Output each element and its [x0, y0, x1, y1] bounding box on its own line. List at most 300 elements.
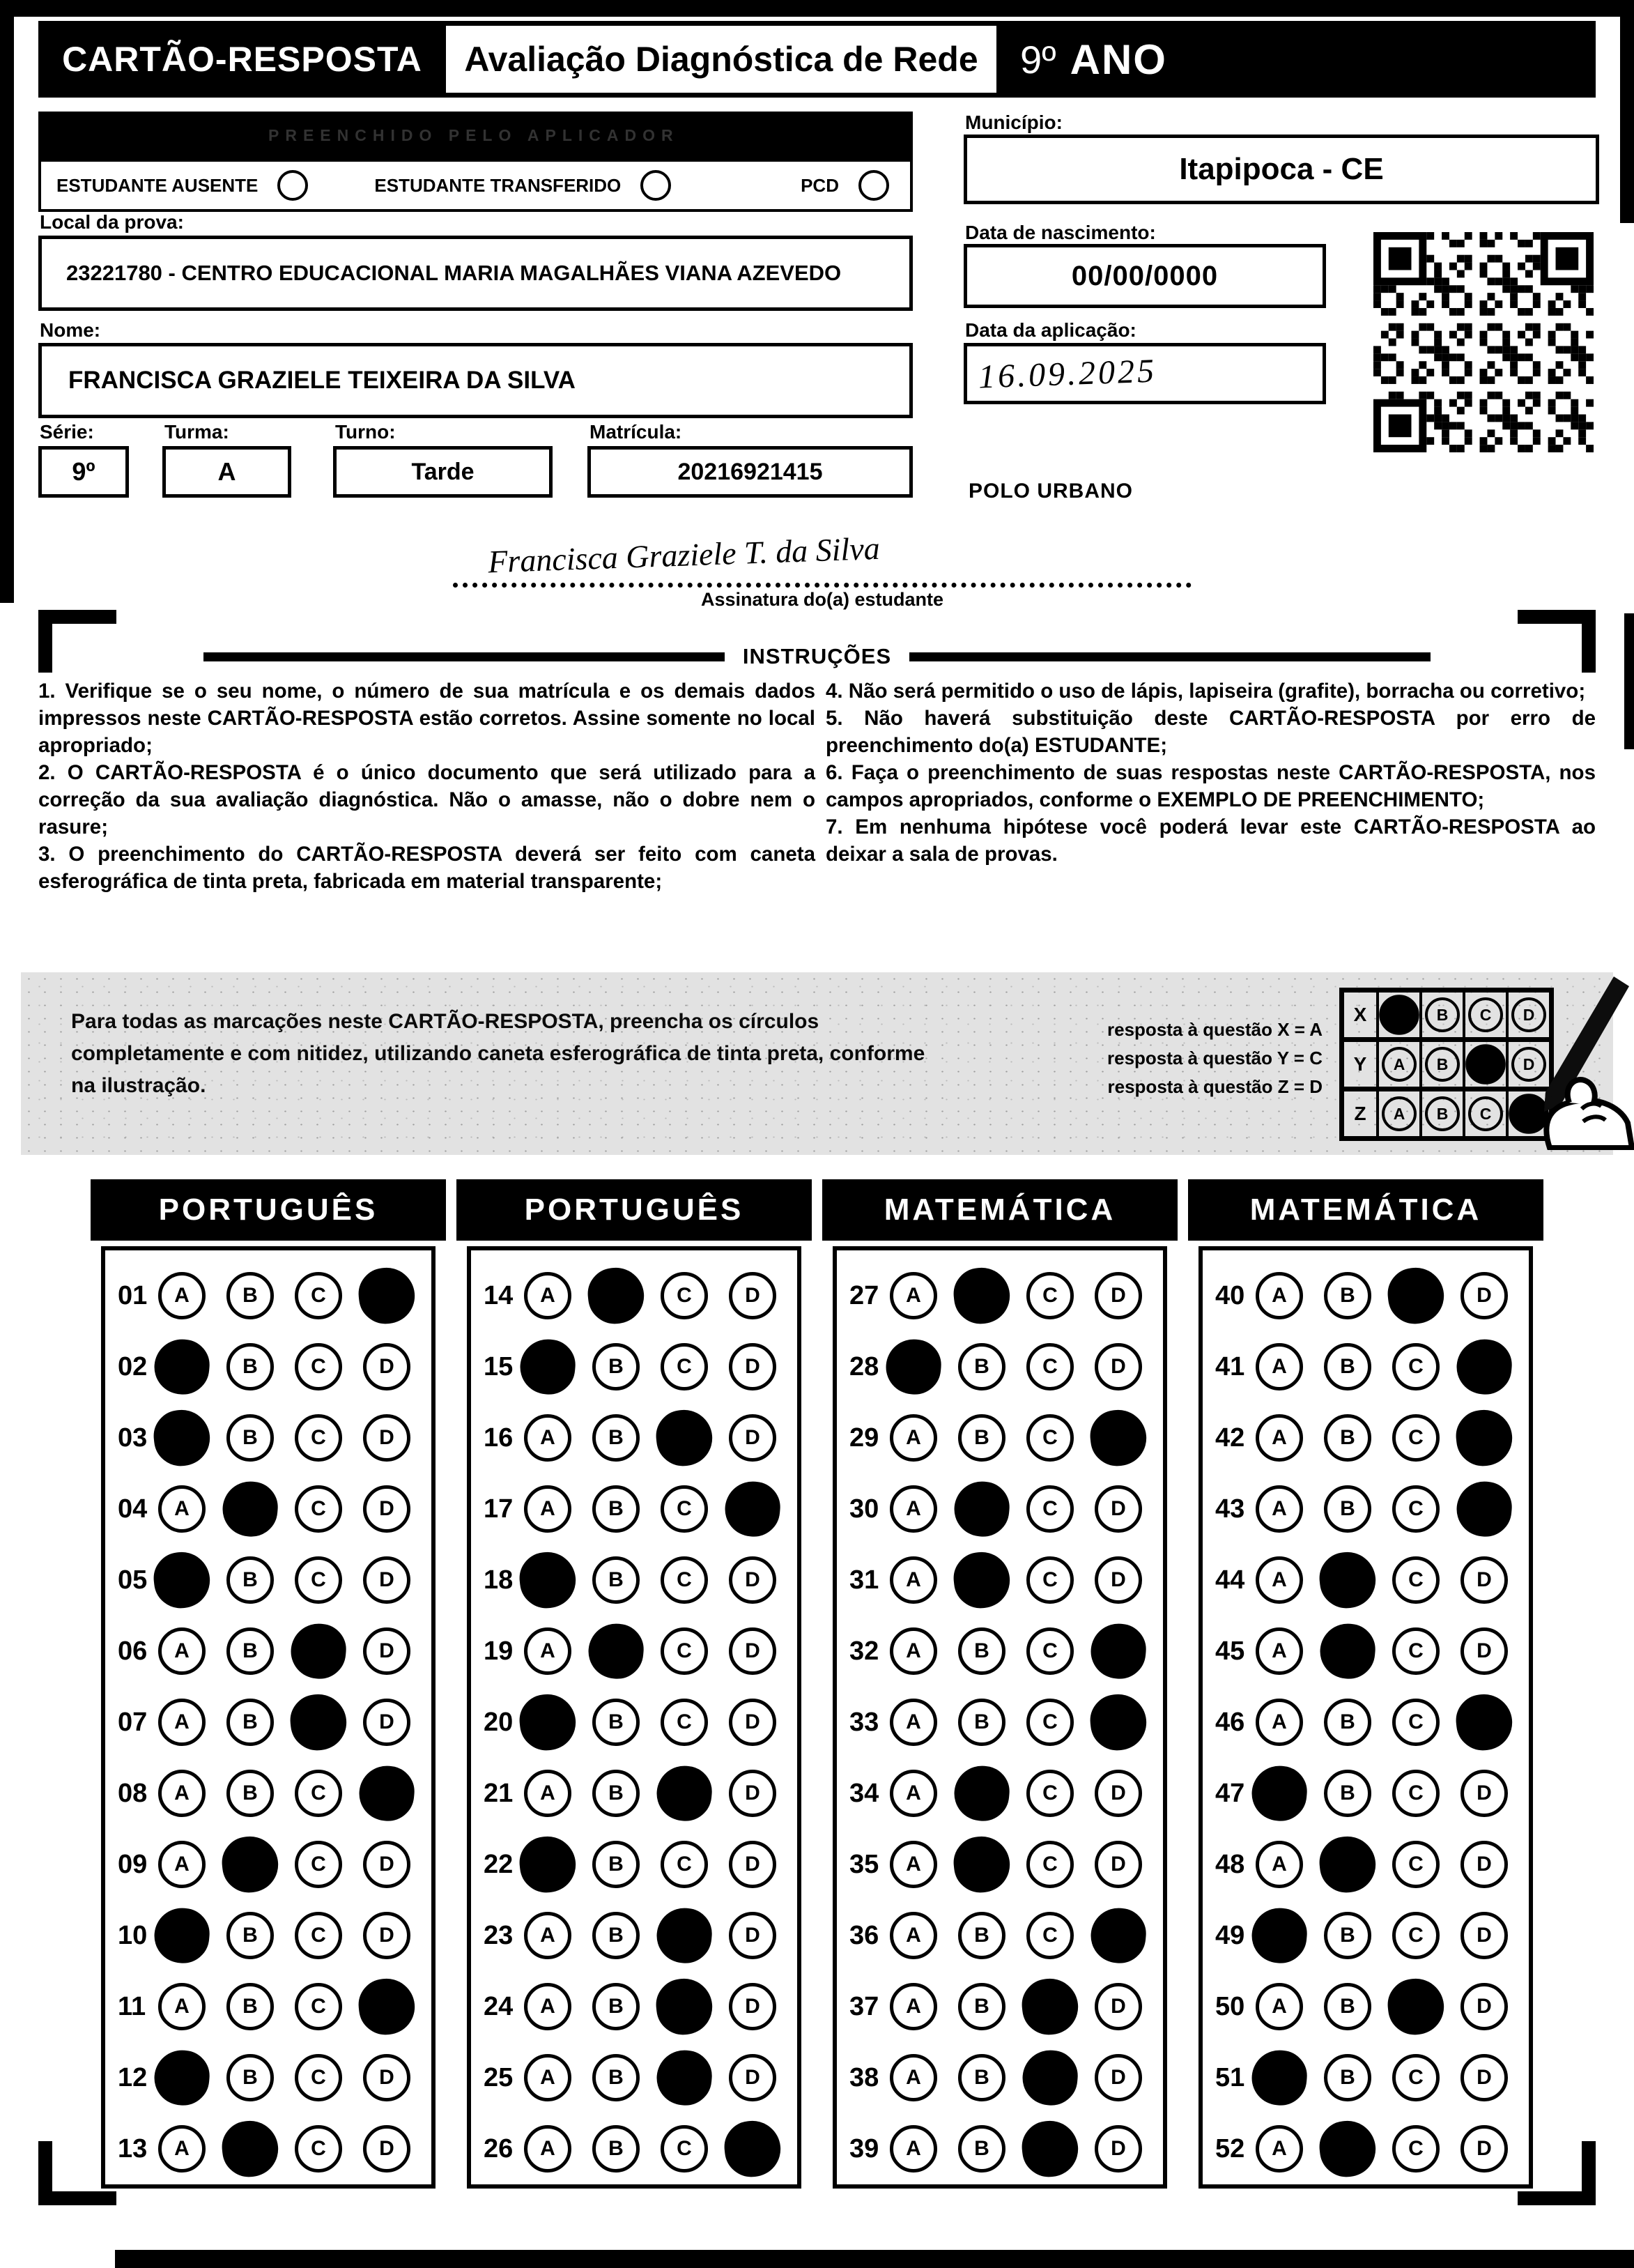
question-number: 08 — [118, 1778, 148, 1808]
question-row — [837, 1473, 1163, 1545]
turno-label: Turno: — [335, 421, 396, 443]
bubble-39-C-filled[interactable] — [1019, 2118, 1081, 2179]
bubble-30-B-filled[interactable] — [952, 1479, 1011, 1538]
bubble-15-C[interactable]: C — [661, 1343, 708, 1390]
question-number: 40 — [1215, 1280, 1245, 1310]
bubble-20-D[interactable]: D — [729, 1699, 776, 1746]
bubble-45-B-filled[interactable] — [1318, 1621, 1377, 1680]
polo-text: POLO URBANO — [969, 480, 1133, 503]
example-cell — [1419, 1091, 1463, 1136]
bubble-05-D[interactable]: D — [363, 1556, 410, 1604]
bubble-46-A[interactable]: A — [1256, 1699, 1303, 1746]
bubble-35-B-filled[interactable] — [951, 1834, 1012, 1895]
bubble-03-C[interactable]: C — [295, 1414, 342, 1462]
question-row — [471, 1900, 797, 1971]
bubble-23-A[interactable]: A — [524, 1912, 571, 1959]
question-row — [471, 1971, 797, 2042]
bubble-37-A[interactable]: A — [890, 1983, 937, 2030]
bubble-18-C[interactable]: C — [661, 1556, 708, 1604]
question-row — [837, 1545, 1163, 1616]
bubble-25-C-filled[interactable] — [654, 2048, 714, 2107]
bubble-22-A-filled[interactable] — [517, 1834, 578, 1895]
bubble-35-A[interactable]: A — [890, 1841, 937, 1888]
question-row — [1203, 1616, 1529, 1687]
example-bubble-X-D: D — [1511, 997, 1546, 1032]
question-number: 24 — [484, 1991, 514, 2021]
bubble-22-B[interactable]: B — [592, 1841, 640, 1888]
bubble-27-D[interactable]: D — [1095, 1272, 1142, 1319]
question-row — [837, 1900, 1163, 1971]
bubble-27-B-filled[interactable] — [951, 1265, 1012, 1326]
bubble-50-B[interactable]: B — [1324, 1983, 1371, 2030]
example-bubble-Z-B: B — [1425, 1096, 1460, 1131]
bubble-28-A-filled[interactable] — [884, 1337, 943, 1396]
bubble-04-B-filled[interactable] — [220, 1479, 279, 1538]
question-number: 12 — [118, 2062, 148, 2092]
question-number: 35 — [849, 1849, 879, 1879]
bubble-39-D[interactable]: D — [1095, 2125, 1142, 2173]
bubble-41-A[interactable]: A — [1256, 1343, 1303, 1390]
example-bubble-X-B: B — [1425, 997, 1460, 1032]
bubble-48-C[interactable]: C — [1392, 1841, 1440, 1888]
subject-title: PORTUGUÊS — [91, 1179, 446, 1241]
question-number: 42 — [1215, 1423, 1245, 1453]
question-row — [471, 1687, 797, 1758]
bubble-37-D[interactable]: D — [1095, 1983, 1142, 2030]
bubble-08-A[interactable]: A — [158, 1770, 206, 1817]
bubble-40-C-filled[interactable] — [1385, 1265, 1447, 1326]
bubble-43-C[interactable]: C — [1392, 1485, 1440, 1533]
bubble-03-A-filled[interactable] — [151, 1407, 213, 1469]
question-row — [471, 2113, 797, 2184]
question-number: 07 — [118, 1707, 148, 1737]
bubble-03-B[interactable]: B — [226, 1414, 274, 1462]
bubble-01-B[interactable]: B — [226, 1272, 274, 1319]
bubble-43-B[interactable]: B — [1324, 1485, 1371, 1533]
bubble-45-A[interactable]: A — [1256, 1627, 1303, 1675]
ausente-circle[interactable] — [277, 170, 308, 201]
bubble-19-A[interactable]: A — [524, 1627, 571, 1675]
bubble-23-D[interactable]: D — [729, 1912, 776, 1959]
bubble-10-A-filled[interactable] — [152, 1906, 211, 1965]
bubble-52-C[interactable]: C — [1392, 2125, 1440, 2173]
matricula-value: 20216921415 — [587, 446, 913, 498]
question-number: 52 — [1215, 2133, 1245, 2163]
bubble-52-D[interactable]: D — [1460, 2125, 1508, 2173]
bubble-05-C[interactable]: C — [295, 1556, 342, 1604]
bubble-37-C-filled[interactable] — [1019, 1976, 1081, 2037]
legend-line: resposta à questão Y = C — [1107, 1048, 1323, 1068]
bubble-13-B-filled[interactable] — [219, 2118, 281, 2179]
bubble-02-C[interactable]: C — [295, 1343, 342, 1390]
bubble-07-C-filled[interactable] — [288, 1692, 349, 1753]
bubble-40-B[interactable]: B — [1324, 1272, 1371, 1319]
example-text: Para todas as marcações neste CARTÃO-RESPOSTA, preencha os círculos completamente e com nitidez, utilizando caneta esferográfica de tinta preta, conforme na ilustração. — [71, 1010, 925, 1097]
bubble-18-A-filled[interactable] — [517, 1549, 578, 1611]
bubble-41-C[interactable]: C — [1392, 1343, 1440, 1390]
question-number: 25 — [484, 2062, 514, 2092]
bubble-05-B[interactable]: B — [226, 1556, 274, 1604]
bubble-51-A-filled[interactable] — [1249, 2048, 1309, 2107]
bubble-14-D[interactable]: D — [729, 1272, 776, 1319]
subject-title: PORTUGUÊS — [456, 1179, 812, 1241]
bubble-19-B-filled[interactable] — [586, 1621, 645, 1680]
bubble-12-B[interactable]: B — [226, 2054, 274, 2101]
bubble-23-B[interactable]: B — [592, 1912, 640, 1959]
question-row — [105, 1402, 431, 1473]
bubble-08-B[interactable]: B — [226, 1770, 274, 1817]
bubble-22-D[interactable]: D — [729, 1841, 776, 1888]
bubble-18-B[interactable]: B — [592, 1556, 640, 1604]
turma-label: Turma: — [164, 421, 229, 443]
bubble-35-C[interactable]: C — [1026, 1841, 1074, 1888]
bubble-16-C-filled[interactable] — [654, 1407, 715, 1469]
bubble-02-A-filled[interactable] — [152, 1337, 211, 1396]
bubble-01-D-filled[interactable] — [356, 1265, 417, 1326]
attendance-row — [38, 159, 913, 212]
bubble-23-C-filled[interactable] — [654, 1906, 714, 1965]
bubble-35-D[interactable]: D — [1095, 1841, 1142, 1888]
bubble-47-D[interactable]: D — [1460, 1770, 1508, 1817]
page-edge-right-lower — [1624, 613, 1634, 749]
bubble-38-A[interactable]: A — [890, 2054, 937, 2101]
bubble-49-A-filled[interactable] — [1249, 1906, 1309, 1965]
bubble-48-B-filled[interactable] — [1317, 1834, 1378, 1895]
bubble-52-B-filled[interactable] — [1317, 2118, 1378, 2179]
example-bubble-Y-A: A — [1382, 1047, 1417, 1082]
bubble-33-D-filled[interactable] — [1088, 1692, 1149, 1753]
question-number: 28 — [849, 1351, 879, 1381]
question-number: 27 — [849, 1280, 879, 1310]
bubble-17-B[interactable]: B — [592, 1485, 640, 1533]
bubble-34-B-filled[interactable] — [952, 1763, 1011, 1823]
bubble-21-D[interactable]: D — [729, 1770, 776, 1817]
bubble-01-A[interactable]: A — [158, 1272, 206, 1319]
bubble-50-D[interactable]: D — [1460, 1983, 1508, 2030]
municipio-label: Município: — [965, 112, 1063, 133]
bubble-38-C-filled[interactable] — [1020, 2048, 1079, 2107]
bubble-24-D[interactable]: D — [729, 1983, 776, 2030]
bubble-05-A-filled[interactable] — [151, 1549, 213, 1611]
bubble-47-A-filled[interactable] — [1249, 1763, 1309, 1823]
bubble-40-A[interactable]: A — [1256, 1272, 1303, 1319]
bubble-39-B[interactable]: B — [958, 2125, 1005, 2173]
bubble-07-A[interactable]: A — [158, 1699, 206, 1746]
question-number: 14 — [484, 1280, 514, 1310]
example-row-label: Z — [1354, 1103, 1366, 1124]
bubble-44-D[interactable]: D — [1460, 1556, 1508, 1604]
bubble-29-D-filled[interactable] — [1088, 1407, 1149, 1469]
question-number: 15 — [484, 1351, 514, 1381]
transferido-circle[interactable] — [640, 170, 671, 201]
bubble-24-A[interactable]: A — [524, 1983, 571, 2030]
bubble-32-B[interactable]: B — [958, 1627, 1005, 1675]
signature-line[interactable] — [453, 542, 1192, 588]
bubble-04-A[interactable]: A — [158, 1485, 206, 1533]
question-number: 30 — [849, 1494, 879, 1524]
bubble-11-B[interactable]: B — [226, 1983, 274, 2030]
bubble-22-C[interactable]: C — [661, 1841, 708, 1888]
bubble-14-A[interactable]: A — [524, 1272, 571, 1319]
bubble-06-C-filled[interactable] — [288, 1621, 348, 1680]
bubble-49-B[interactable]: B — [1324, 1912, 1371, 1959]
bubble-01-C[interactable]: C — [295, 1272, 342, 1319]
bubble-26-A[interactable]: A — [524, 2125, 571, 2173]
bubble-34-C[interactable]: C — [1026, 1770, 1074, 1817]
instruction-item: 5. Não haverá substituição deste CARTÃO-RESPOSTA por erro de preenchimento do(a) ESTUDANTE; — [826, 707, 1596, 757]
bubble-30-D[interactable]: D — [1095, 1485, 1142, 1533]
bubble-45-D[interactable]: D — [1460, 1627, 1508, 1675]
bubble-51-B[interactable]: B — [1324, 2054, 1371, 2101]
question-number: 02 — [118, 1351, 148, 1381]
question-row — [105, 1260, 431, 1331]
turma-value: A — [162, 446, 291, 498]
bubble-04-D[interactable]: D — [363, 1485, 410, 1533]
bubble-42-D-filled[interactable] — [1454, 1407, 1515, 1469]
bubble-24-B[interactable]: B — [592, 1983, 640, 2030]
bubble-36-D-filled[interactable] — [1088, 1906, 1148, 1965]
question-row — [471, 2042, 797, 2113]
instructions-left-column — [38, 677, 815, 895]
bubble-03-D[interactable]: D — [363, 1414, 410, 1462]
bubble-51-D[interactable]: D — [1460, 2054, 1508, 2101]
bubble-11-C[interactable]: C — [295, 1983, 342, 2030]
bubble-12-D[interactable]: D — [363, 2054, 410, 2101]
bubble-10-D[interactable]: D — [363, 1912, 410, 1959]
bubble-42-B[interactable]: B — [1324, 1414, 1371, 1462]
bubble-41-D-filled[interactable] — [1454, 1337, 1513, 1396]
bubble-08-D-filled[interactable] — [357, 1763, 416, 1823]
bubble-25-A[interactable]: A — [524, 2054, 571, 2101]
bubble-07-B[interactable]: B — [226, 1699, 274, 1746]
question-row — [105, 2042, 431, 2113]
bubble-37-B[interactable]: B — [958, 1983, 1005, 2030]
example-cell — [1376, 1091, 1419, 1136]
bubble-09-D[interactable]: D — [363, 1841, 410, 1888]
bubble-02-B[interactable]: B — [226, 1343, 274, 1390]
bubble-21-A[interactable]: A — [524, 1770, 571, 1817]
bubble-32-A[interactable]: A — [890, 1627, 937, 1675]
bubble-49-D[interactable]: D — [1460, 1912, 1508, 1959]
question-number: 39 — [849, 2133, 879, 2163]
bubble-26-B[interactable]: B — [592, 2125, 640, 2173]
question-row — [837, 1829, 1163, 1900]
question-number: 19 — [484, 1636, 514, 1666]
bubble-34-A[interactable]: A — [890, 1770, 937, 1817]
bubble-31-D[interactable]: D — [1095, 1556, 1142, 1604]
question-number: 51 — [1215, 2062, 1245, 2092]
bubble-13-A[interactable]: A — [158, 2125, 206, 2173]
bubble-16-D[interactable]: D — [729, 1414, 776, 1462]
bubble-15-A-filled[interactable] — [518, 1337, 577, 1396]
bubble-06-A[interactable]: A — [158, 1627, 206, 1675]
example-bubble-X-A-filled — [1379, 995, 1419, 1035]
bubble-36-B[interactable]: B — [958, 1912, 1005, 1959]
bubble-10-B[interactable]: B — [226, 1912, 274, 1959]
question-number: 48 — [1215, 1849, 1245, 1879]
bubble-36-C[interactable]: C — [1026, 1912, 1074, 1959]
example-cell — [1419, 993, 1463, 1037]
bubble-39-A[interactable]: A — [890, 2125, 937, 2173]
bubble-50-C-filled[interactable] — [1385, 1976, 1447, 2037]
bubble-25-D[interactable]: D — [729, 2054, 776, 2101]
bubble-38-B[interactable]: B — [958, 2054, 1005, 2101]
bubble-11-D-filled[interactable] — [356, 1976, 417, 2037]
bubble-36-A[interactable]: A — [890, 1912, 937, 1959]
bubble-43-A[interactable]: A — [1256, 1485, 1303, 1533]
bubble-20-A-filled[interactable] — [517, 1692, 578, 1753]
bubble-12-A-filled[interactable] — [152, 2048, 211, 2107]
bubble-09-B-filled[interactable] — [219, 1834, 281, 1895]
attendance-transferido — [374, 170, 671, 201]
example-cell — [1419, 1042, 1463, 1087]
bubble-48-A[interactable]: A — [1256, 1841, 1303, 1888]
bubble-40-D[interactable]: D — [1460, 1272, 1508, 1319]
bubble-31-B-filled[interactable] — [951, 1549, 1012, 1611]
attendance-pcd — [801, 170, 889, 201]
bubble-32-D-filled[interactable] — [1088, 1621, 1148, 1680]
question-row — [1203, 1971, 1529, 2042]
bubble-34-D[interactable]: D — [1095, 1770, 1142, 1817]
bubble-31-C[interactable]: C — [1026, 1556, 1074, 1604]
bubble-17-A[interactable]: A — [524, 1485, 571, 1533]
bubble-33-A[interactable]: A — [890, 1699, 937, 1746]
bubble-38-D[interactable]: D — [1095, 2054, 1142, 2101]
bubble-42-A[interactable]: A — [1256, 1414, 1303, 1462]
answer-box — [833, 1246, 1167, 2189]
bubble-51-C[interactable]: C — [1392, 2054, 1440, 2101]
bubble-19-C[interactable]: C — [661, 1627, 708, 1675]
bubble-04-C[interactable]: C — [295, 1485, 342, 1533]
bubble-20-C[interactable]: C — [661, 1699, 708, 1746]
bubble-33-B[interactable]: B — [958, 1699, 1005, 1746]
bubble-42-C[interactable]: C — [1392, 1414, 1440, 1462]
bubble-11-A[interactable]: A — [158, 1983, 206, 2030]
bubble-26-D-filled[interactable] — [722, 2118, 783, 2179]
bubble-08-C[interactable]: C — [295, 1770, 342, 1817]
pcd-circle[interactable] — [858, 170, 889, 201]
bubble-16-B[interactable]: B — [592, 1414, 640, 1462]
question-number: 31 — [849, 1565, 879, 1595]
bubble-29-C[interactable]: C — [1026, 1414, 1074, 1462]
bottom-scan-bar — [115, 2250, 1634, 2268]
bubble-29-B[interactable]: B — [958, 1414, 1005, 1462]
bubble-21-C-filled[interactable] — [654, 1763, 714, 1823]
bubble-48-D[interactable]: D — [1460, 1841, 1508, 1888]
bubble-30-C[interactable]: C — [1026, 1485, 1074, 1533]
bubble-50-A[interactable]: A — [1256, 1983, 1303, 2030]
bubble-27-A[interactable]: A — [890, 1272, 937, 1319]
bubble-28-B[interactable]: B — [958, 1343, 1005, 1390]
bubble-43-D-filled[interactable] — [1454, 1479, 1513, 1538]
bubble-25-B[interactable]: B — [592, 2054, 640, 2101]
bubble-21-B[interactable]: B — [592, 1770, 640, 1817]
bubble-44-A[interactable]: A — [1256, 1556, 1303, 1604]
bubble-29-A[interactable]: A — [890, 1414, 937, 1462]
bubble-02-D[interactable]: D — [363, 1343, 410, 1390]
grade-number: 9º — [1020, 37, 1056, 82]
bubble-16-A[interactable]: A — [524, 1414, 571, 1462]
aplicacao-value — [964, 343, 1326, 404]
bubble-32-C[interactable]: C — [1026, 1627, 1074, 1675]
bubble-10-C[interactable]: C — [295, 1912, 342, 1959]
bubble-44-B-filled[interactable] — [1317, 1549, 1378, 1611]
attendance-ausente — [56, 170, 308, 201]
municipio-value: Itapipoca - CE — [964, 135, 1599, 204]
bubble-46-D-filled[interactable] — [1454, 1692, 1515, 1753]
bubble-41-B[interactable]: B — [1324, 1343, 1371, 1390]
question-row — [105, 1331, 431, 1402]
bubble-18-D[interactable]: D — [729, 1556, 776, 1604]
bubble-15-D[interactable]: D — [729, 1343, 776, 1390]
question-row — [1203, 1687, 1529, 1758]
bubble-13-D[interactable]: D — [363, 2125, 410, 2173]
bubble-19-D[interactable]: D — [729, 1627, 776, 1675]
question-number: 23 — [484, 1920, 514, 1950]
question-row — [1203, 1402, 1529, 1473]
bubble-14-C[interactable]: C — [661, 1272, 708, 1319]
bubble-06-B[interactable]: B — [226, 1627, 274, 1675]
bubble-28-D[interactable]: D — [1095, 1343, 1142, 1390]
question-row — [1203, 2042, 1529, 2113]
bubble-28-C[interactable]: C — [1026, 1343, 1074, 1390]
bubble-46-C[interactable]: C — [1392, 1699, 1440, 1746]
question-row — [1203, 1260, 1529, 1331]
student-signature: Francisca Graziele T. da Silva — [487, 530, 881, 580]
bubble-33-C[interactable]: C — [1026, 1699, 1074, 1746]
example-bubble-Y-D: D — [1511, 1047, 1546, 1082]
question-row — [837, 1758, 1163, 1829]
bubble-27-C[interactable]: C — [1026, 1272, 1074, 1319]
instruction-item: 3. O preenchimento do CARTÃO-RESPOSTA deverá ser feito com caneta esferográfica de tinta preta, fabricada em material transparente; — [38, 843, 815, 893]
bubble-52-A[interactable]: A — [1256, 2125, 1303, 2173]
bubble-46-B[interactable]: B — [1324, 1699, 1371, 1746]
question-row — [1203, 1331, 1529, 1402]
bubble-31-A[interactable]: A — [890, 1556, 937, 1604]
bubble-49-C[interactable]: C — [1392, 1912, 1440, 1959]
bubble-47-B[interactable]: B — [1324, 1770, 1371, 1817]
bubble-09-A[interactable]: A — [158, 1841, 206, 1888]
bubble-30-A[interactable]: A — [890, 1485, 937, 1533]
question-row — [105, 1545, 431, 1616]
bubble-20-B[interactable]: B — [592, 1699, 640, 1746]
question-number: 43 — [1215, 1494, 1245, 1524]
bubble-45-C[interactable]: C — [1392, 1627, 1440, 1675]
bubble-09-C[interactable]: C — [295, 1841, 342, 1888]
bubble-44-C[interactable]: C — [1392, 1556, 1440, 1604]
bubble-47-C[interactable]: C — [1392, 1770, 1440, 1817]
question-number: 29 — [849, 1423, 879, 1453]
bubble-24-C-filled[interactable] — [654, 1976, 715, 2037]
question-number: 01 — [118, 1280, 148, 1310]
bubble-06-D[interactable]: D — [363, 1627, 410, 1675]
bubble-07-D[interactable]: D — [363, 1699, 410, 1746]
bubble-12-C[interactable]: C — [295, 2054, 342, 2101]
matricula-label: Matrícula: — [589, 421, 682, 443]
question-number: 18 — [484, 1565, 514, 1595]
bubble-17-C[interactable]: C — [661, 1485, 708, 1533]
bubble-14-B-filled[interactable] — [585, 1265, 647, 1326]
subject-title: MATEMÁTICA — [1188, 1179, 1543, 1241]
bubble-17-D-filled[interactable] — [723, 1479, 782, 1538]
question-number: 49 — [1215, 1920, 1245, 1950]
bubble-15-B[interactable]: B — [592, 1343, 640, 1390]
question-number: 38 — [849, 2062, 879, 2092]
instruction-item: 1. Verifique se o seu nome, o número de sua matrícula e os demais dados impressos neste CARTÃO-RESPOSTA estão corretos. Assine somente no local apropriado; — [38, 680, 815, 757]
bubble-26-C[interactable]: C — [661, 2125, 708, 2173]
example-legend — [989, 1016, 1323, 1101]
bubble-13-C[interactable]: C — [295, 2125, 342, 2173]
